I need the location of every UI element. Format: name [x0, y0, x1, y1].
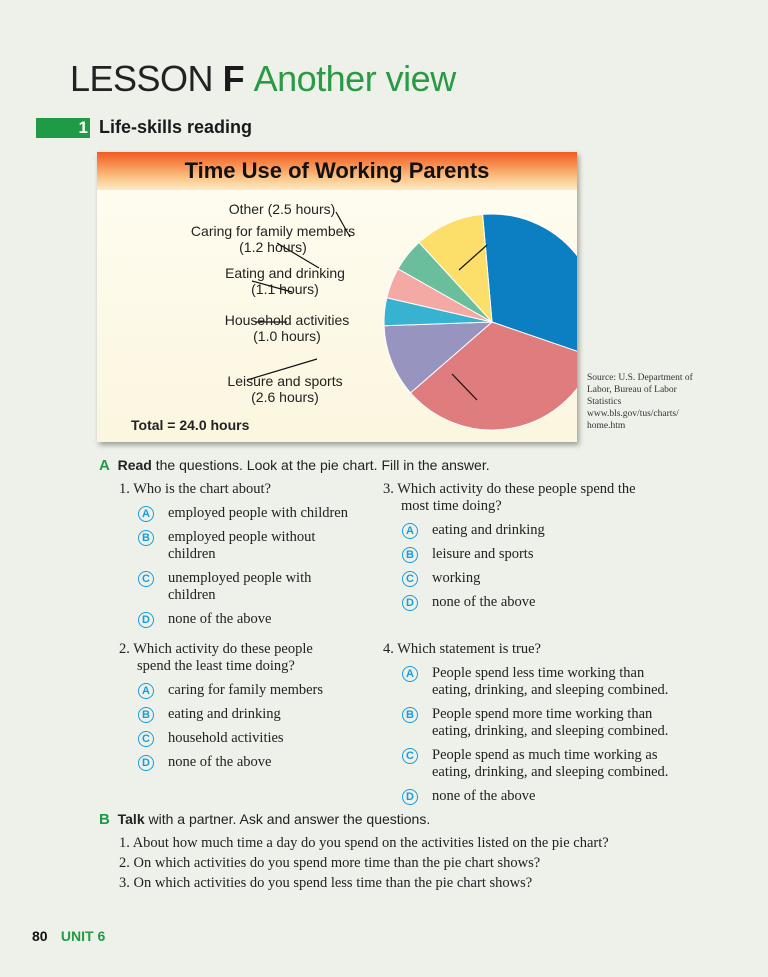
- question-text: 1. Who is the chart about?: [119, 481, 271, 497]
- slice-label: Caring for family members: [190, 223, 356, 239]
- answer-option: People spend less time working than: [432, 665, 645, 681]
- section-b-bold: Talk: [117, 811, 145, 827]
- question-text: most time doing?: [401, 498, 502, 514]
- question-text: 2. Which activity do these people: [119, 641, 313, 657]
- answer-bubble[interactable]: C: [138, 731, 154, 747]
- answer-bubble[interactable]: B: [402, 547, 418, 563]
- slice-label: Household activities: [224, 312, 350, 328]
- answer-bubble[interactable]: D: [402, 595, 418, 611]
- lesson-word: LESSON: [70, 58, 214, 99]
- pie-chart: [97, 152, 577, 442]
- section-b-text: with a partner. Ask and answer the questions.: [144, 811, 431, 827]
- answer-bubble[interactable]: B: [138, 707, 154, 723]
- question-text: 3. Which activity do these people spend the: [383, 481, 636, 497]
- section-a-bold: Read: [117, 457, 152, 473]
- question-text: spend the least time doing?: [137, 658, 295, 674]
- question-text: 4. Which statement is true?: [383, 641, 541, 657]
- answer-option: working: [432, 570, 481, 586]
- lesson-subtitle: Another view: [253, 58, 456, 99]
- answer-bubble[interactable]: B: [402, 707, 418, 723]
- discussion-question: 2. On which activities do you spend more time than the pie chart shows?: [119, 855, 541, 871]
- section-b-letter: B: [99, 811, 110, 828]
- section-a-text: the questions. Look at the pie chart. Fill in the answer.: [151, 457, 490, 473]
- section-a-letter: A: [99, 457, 110, 474]
- slice-label: Other (2.5 hours): [228, 201, 336, 217]
- answer-option: eating, drinking, and sleeping combined.: [432, 682, 669, 698]
- answer-option: People spend as much time working as: [432, 747, 658, 763]
- slice-label: (1.0 hours): [253, 328, 321, 344]
- answer-bubble[interactable]: D: [402, 789, 418, 805]
- discussion-question: 1. About how much time a day do you spend on the activities listed on the pie chart?: [119, 835, 609, 851]
- page-number: 80: [32, 928, 48, 944]
- section-a-instructions: [99, 457, 490, 474]
- answer-option: employed people without: [168, 529, 316, 545]
- answer-option: eating, drinking, and sleeping combined.: [432, 723, 669, 739]
- answer-option: eating and drinking: [168, 706, 281, 722]
- answer-option: eating, drinking, and sleeping combined.: [432, 764, 669, 780]
- answer-option: caring for family members: [168, 682, 324, 698]
- slice-label: (1.2 hours): [239, 239, 307, 255]
- answer-option: none of the above: [168, 611, 272, 627]
- answer-option: People spend more time working than: [432, 706, 653, 722]
- answer-bubble[interactable]: D: [138, 612, 154, 628]
- answer-bubble[interactable]: A: [402, 666, 418, 682]
- section-b-instructions: [99, 811, 430, 828]
- discussion-question: 3. On which activities do you spend less time than the pie chart shows?: [119, 875, 533, 891]
- answer-option: employed people with children: [168, 505, 348, 521]
- answer-option: children: [168, 546, 216, 562]
- section-title: Life-skills reading: [99, 117, 253, 137]
- answer-option: unemployed people with: [168, 570, 312, 586]
- answer-bubble[interactable]: A: [138, 506, 154, 522]
- slice-label: (2.6 hours): [251, 389, 319, 405]
- answer-option: none of the above: [432, 788, 536, 804]
- section-number: 1: [78, 118, 88, 137]
- answer-bubble[interactable]: C: [138, 571, 154, 587]
- answer-option: household activities: [168, 730, 284, 746]
- chart-title: Time Use of Working Parents: [184, 158, 490, 183]
- lesson-title: [70, 58, 456, 100]
- answer-bubble[interactable]: D: [138, 755, 154, 771]
- answer-bubble[interactable]: C: [402, 748, 418, 764]
- answer-option: none of the above: [432, 594, 536, 610]
- answer-option: leisure and sports: [432, 546, 534, 562]
- pie-chart-card: [97, 152, 577, 442]
- page-footer: [32, 928, 105, 946]
- answer-option: none of the above: [168, 754, 272, 770]
- slice-label: Leisure and sports: [227, 373, 343, 389]
- answer-bubble[interactable]: A: [138, 683, 154, 699]
- answer-bubble[interactable]: C: [402, 571, 418, 587]
- slice-label: Eating and drinking: [225, 265, 345, 281]
- answer-bubble[interactable]: A: [402, 523, 418, 539]
- answer-option: children: [168, 587, 216, 603]
- lesson-letter: F: [222, 58, 245, 99]
- slice-label: (1.1 hours): [251, 281, 319, 297]
- source-note: Source: U.S. Department of Labor, Bureau of Labor Statistics www.bls.gov/tus/charts/ home.htm: [587, 373, 693, 431]
- answer-bubble[interactable]: B: [138, 530, 154, 546]
- total-label: Total = 24.0 hours: [131, 417, 250, 433]
- unit-label: UNIT 6: [60, 928, 106, 944]
- answer-option: eating and drinking: [432, 522, 545, 538]
